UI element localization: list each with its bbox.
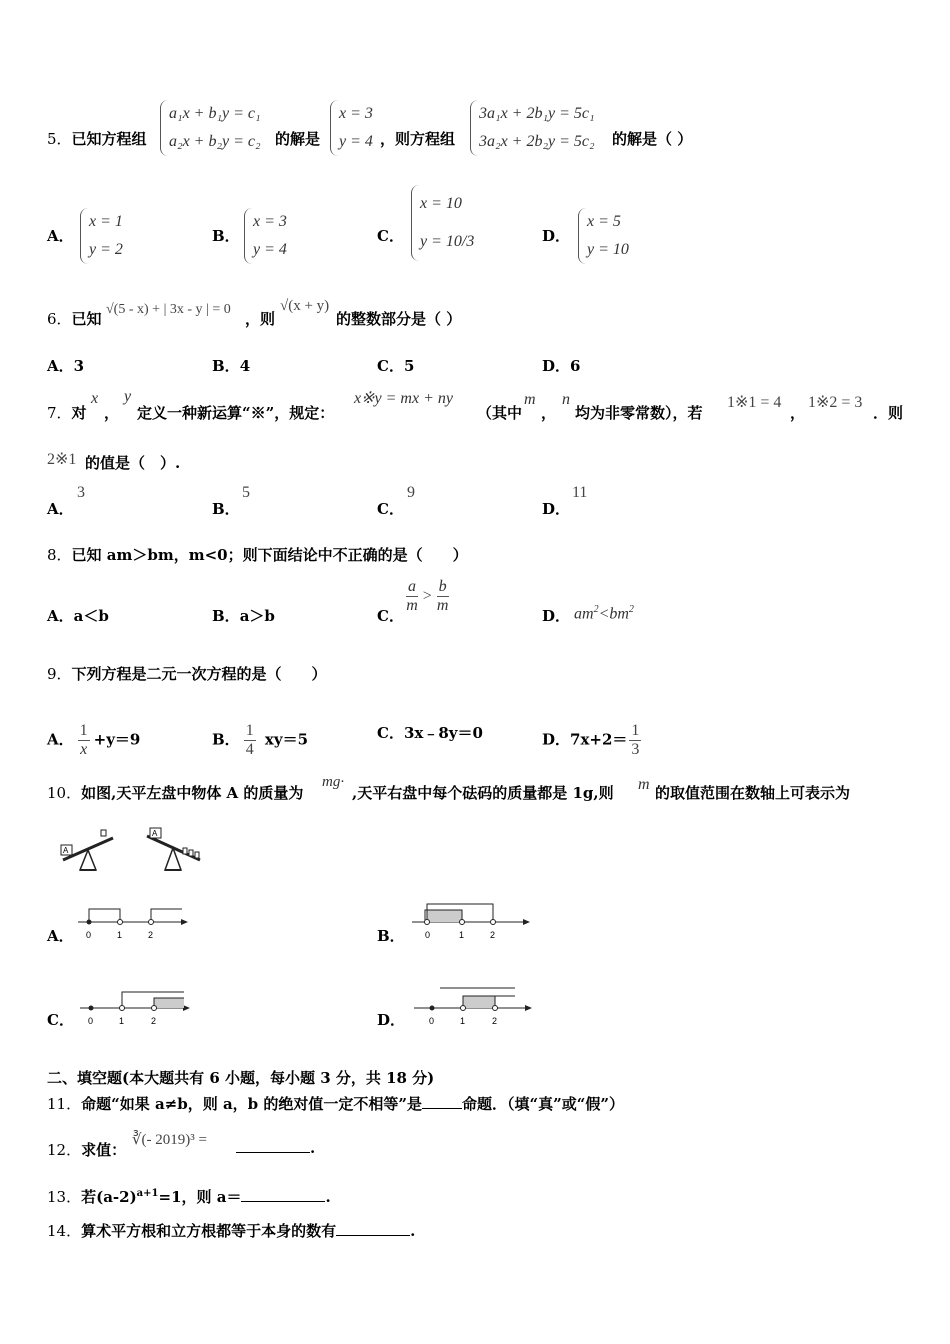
- q12-text: 求值：: [81, 1141, 127, 1159]
- tick-2: 2: [492, 1016, 498, 1026]
- q14-line: [47, 1220, 415, 1241]
- q6-option-a: A．3: [47, 357, 85, 375]
- tick-2: 2: [490, 930, 496, 940]
- q10-mg: mg·: [322, 774, 345, 790]
- q12-period: .: [310, 1139, 316, 1157]
- q5-option-a-label: A．: [47, 227, 74, 245]
- q10-option-a-numberline: [74, 900, 194, 944]
- q8-option-c-expression: $\frac{a}{m}$ > $\frac{b}{m}$: [406, 578, 449, 614]
- q5-text-2: 的解是: [275, 130, 321, 148]
- q9-text: 下列方程是二元一次方程的是（ ）: [71, 665, 327, 683]
- scale-object-a-right: A: [152, 829, 158, 838]
- q13-text-2: =1，则 a＝: [158, 1188, 242, 1206]
- q9-option-d: D．7x+2＝ $\frac{1}{3}$: [542, 722, 640, 758]
- q5-option-b-line2: y = 4: [253, 241, 287, 258]
- q10-option-c-numberline: [76, 984, 196, 1030]
- q7-var-y: y: [124, 388, 132, 405]
- q7-option-d-label: D．: [542, 500, 571, 518]
- q12-answer: [236, 1139, 315, 1157]
- q5-system-1-eq2: a₂x + b₂y = c₂: [169, 133, 261, 150]
- q7-option-a-label: A．: [47, 500, 74, 518]
- q7-line: [47, 402, 87, 423]
- q7-comma-2: ，: [541, 404, 557, 422]
- q5-option-d-system: [578, 208, 629, 264]
- tick-1: 1: [460, 1016, 466, 1026]
- q5-option-b-line1: x = 3: [253, 213, 287, 230]
- q5-line: [47, 128, 147, 149]
- q11-number: 11．: [47, 1095, 82, 1113]
- q10-option-c-label: C．: [47, 1011, 74, 1029]
- q7-number: 7．: [47, 404, 72, 422]
- tick-1: 1: [117, 930, 123, 940]
- q5-option-d-label: D．: [542, 227, 571, 245]
- q5-system-3-eq1: 3a₁x + 2b₁y = 5c₁: [479, 105, 595, 122]
- q7-var-m: m: [524, 391, 536, 408]
- q10-option-d-label: D．: [377, 1011, 406, 1029]
- q12-expression: ∛(- 2019)³ =: [132, 1132, 207, 1148]
- q5-system-2: [330, 100, 373, 156]
- q14-period: .: [410, 1222, 416, 1240]
- q10-text-3: 的取值范围在数轴上可表示为: [655, 784, 851, 802]
- q5-option-c-system: [411, 185, 474, 261]
- q8-option-d-expression: $am^2<bm^2$: [574, 604, 634, 623]
- q8-frac-a-m: $\frac{a}{m}$: [406, 578, 418, 614]
- q5-text-3: ，则方程组: [380, 130, 456, 148]
- q10-text: 如图,天平左盘中物体 A 的质量为: [81, 784, 304, 802]
- q11-text-2: 命题．（填“真”或“假”）: [462, 1095, 625, 1113]
- q5-option-c-label: C．: [377, 227, 404, 245]
- q10-number: 10．: [47, 784, 82, 802]
- q6-option-b: B．4: [212, 357, 251, 375]
- q13-line: [47, 1186, 331, 1207]
- q11-line: [47, 1093, 624, 1114]
- q5-text: 已知方程组: [71, 130, 147, 148]
- q11-blank[interactable]: [422, 1108, 462, 1109]
- q5-system-2-eq1: x = 3: [339, 105, 373, 122]
- q6-text-3: 的整数部分是（ ）: [336, 310, 462, 328]
- q7-comma-1: ，: [104, 404, 120, 422]
- q6-expression-2: √(x + y): [280, 298, 330, 314]
- q6-text: 已知: [71, 310, 102, 328]
- q7-comma-3: ，: [790, 404, 806, 422]
- q8-line: [47, 544, 468, 565]
- q7-text-6: 的值是（ ）.: [85, 454, 181, 472]
- q13-text: 若(a-2): [81, 1188, 137, 1206]
- q7-text: 对: [71, 404, 87, 422]
- q5-system-3-eq2: 3a₂x + 2b₂y = 5c₂: [479, 133, 595, 150]
- tick-1: 1: [119, 1016, 125, 1026]
- q10-text-2: ,天平右盘中每个砝码的质量都是 1g,则: [352, 784, 614, 802]
- q13-period: .: [325, 1188, 331, 1206]
- q9-line: [47, 663, 327, 684]
- balance-scale-right: [147, 828, 200, 870]
- q10-var-m: m: [638, 776, 650, 793]
- q8-frac-b-m: $\frac{b}{m}$: [436, 578, 449, 614]
- tick-0: 0: [425, 930, 431, 940]
- tick-0: 0: [88, 1016, 94, 1026]
- q6-number: 6．: [47, 310, 72, 328]
- q6-option-c: C．5: [377, 357, 415, 375]
- q7-text-5: ．则: [873, 404, 904, 422]
- tick-1: 1: [459, 930, 465, 940]
- balance-scale-left: [61, 830, 113, 870]
- q5-system-3: [470, 100, 595, 156]
- q9-option-c: C．3x﹣8y＝0: [377, 724, 483, 742]
- q7-condition-1: 1※1 = 4: [727, 394, 782, 411]
- q5-text-4: 的解是（ ）: [612, 130, 693, 148]
- q7-option-d-value: 11: [572, 484, 588, 501]
- q6-option-d: D．6: [542, 357, 581, 375]
- q13-exponent: a+1: [136, 1188, 159, 1199]
- q7-rule: x※y = mx + ny: [354, 390, 453, 407]
- q14-text: 算术平方根和立方根都等于本身的数有: [81, 1222, 337, 1240]
- balance-scales-figure: [55, 826, 210, 874]
- q8-option-a: A．a＜b: [47, 607, 109, 625]
- q7-ask-expression: 2※1: [47, 451, 77, 468]
- q6-text-2: ，则: [245, 310, 276, 328]
- q13-blank[interactable]: [241, 1201, 325, 1202]
- q10-option-a-label: A．: [47, 927, 74, 945]
- q5-system-2-eq2: y = 4: [339, 133, 373, 150]
- q7-option-c-value: 9: [407, 484, 415, 501]
- q14-number: 14．: [47, 1222, 82, 1240]
- q7-option-c-label: C．: [377, 500, 404, 518]
- q11-text: 命题“如果 a≠b，则 a，b 的绝对值一定不相等”是: [81, 1095, 423, 1113]
- q5-number: 5．: [47, 130, 72, 148]
- q5-option-d-line1: x = 5: [587, 213, 621, 230]
- q5-option-b-system: [244, 208, 287, 264]
- q10-option-b-numberline: [408, 896, 538, 944]
- q12-blank[interactable]: [236, 1152, 310, 1153]
- q5-option-a-line1: x = 1: [89, 213, 123, 230]
- q5-option-a-system: [80, 208, 123, 264]
- q10-line: [47, 782, 303, 803]
- q7-text-2: 定义一种新运算“※”，规定：: [137, 404, 335, 422]
- q10-option-d-numberline: [410, 980, 540, 1030]
- q9-option-b: B． $\frac{1}{4}$ xy＝5: [212, 722, 309, 758]
- scale-object-a-left: A: [63, 846, 69, 855]
- q7-option-b-value: 5: [242, 484, 250, 501]
- q7-condition-2: 1※2 = 3: [808, 394, 863, 411]
- q5-option-b-label: B．: [212, 227, 240, 245]
- q13-number: 13．: [47, 1188, 82, 1206]
- q8-number: 8．: [47, 546, 72, 564]
- tick-0: 0: [429, 1016, 435, 1026]
- q5-option-d-line2: y = 10: [587, 241, 629, 258]
- tick-0: 0: [86, 930, 92, 940]
- q5-option-c-line2: y = 10/3: [420, 233, 475, 250]
- q12-number: 12．: [47, 1141, 82, 1159]
- q8-option-c-label: C．: [377, 607, 404, 625]
- tick-2: 2: [151, 1016, 157, 1026]
- q7-var-n: n: [562, 391, 570, 408]
- q14-blank[interactable]: [336, 1235, 410, 1236]
- tick-2: 2: [148, 930, 154, 940]
- q8-text: 已知 am＞bm，m<0；则下面结论中不正确的是（ ）: [71, 546, 468, 564]
- section-2-title: 二、填空题(本大题共有 6 小题，每小题 3 分，共 18 分): [47, 1069, 435, 1087]
- q7-var-x: x: [91, 390, 99, 407]
- q8-option-d-label: D．: [542, 607, 571, 625]
- q10-option-b-label: B．: [377, 927, 405, 945]
- q7-option-b-label: B．: [212, 500, 240, 518]
- q5-system-1-eq1: a₁x + b₁y = c₁: [169, 105, 261, 122]
- q6-expression-1: √(5 - x) + | 3x - y | = 0: [106, 302, 231, 317]
- q7-option-a-value: 3: [77, 484, 85, 501]
- q5-option-c-line1: x = 10: [420, 195, 462, 212]
- q12-line: [47, 1139, 126, 1160]
- q9-option-a: A． $\frac{1}{x}$ +y＝9: [47, 722, 141, 758]
- q5-system-1: [160, 100, 261, 156]
- q9-number: 9．: [47, 665, 72, 683]
- q5-option-a-line2: y = 2: [89, 241, 123, 258]
- q6-line: [47, 308, 102, 329]
- q8-option-b: B．a＞b: [212, 607, 275, 625]
- q7-text-3: （其中: [477, 404, 523, 422]
- q7-text-4: 均为非零常数），若: [575, 404, 703, 422]
